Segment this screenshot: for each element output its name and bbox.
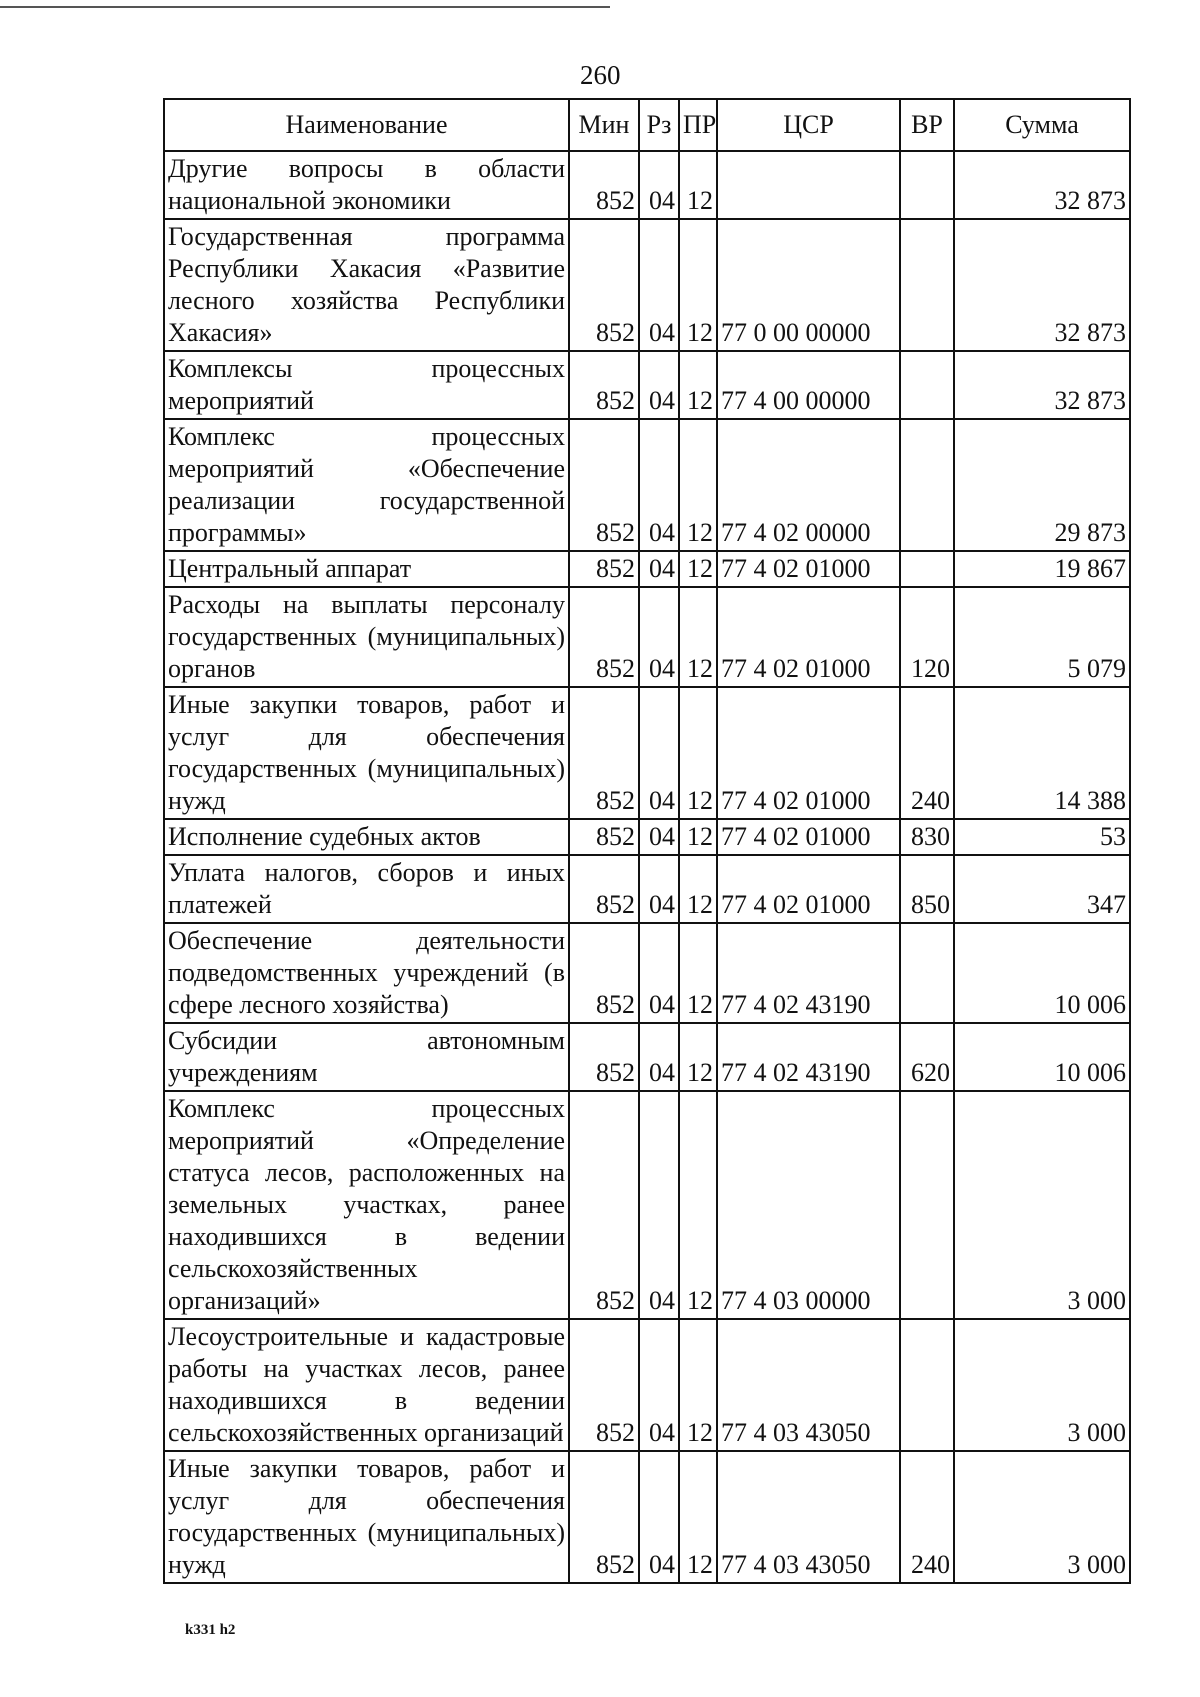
cell-csr: 77 4 03 43050 <box>717 1451 900 1583</box>
cell-csr: 77 4 00 00000 <box>717 351 900 419</box>
cell-vr <box>900 419 954 551</box>
cell-rz: 04 <box>639 923 679 1023</box>
cell-csr: 77 4 02 01000 <box>717 687 900 819</box>
cell-sum: 10 006 <box>954 923 1130 1023</box>
cell-csr: 77 4 02 01000 <box>717 855 900 923</box>
cell-rz: 04 <box>639 419 679 551</box>
cell-rz: 04 <box>639 351 679 419</box>
cell-name: Государственная программа Республики Хакасия «Развитие лесного хозяйства Республики Хакасия» <box>164 219 569 351</box>
cell-rz: 04 <box>639 1091 679 1319</box>
cell-csr: 77 4 02 00000 <box>717 419 900 551</box>
header-name: Наименование <box>164 99 569 151</box>
table-row <box>164 1091 1130 1319</box>
cell-name: Обеспечение деятельности подведомственных учреждений (в сфере лесного хозяйства) <box>164 923 569 1023</box>
table-row <box>164 819 1130 855</box>
cell-pr: 12 <box>679 219 717 351</box>
cell-sum: 29 873 <box>954 419 1130 551</box>
cell-sum: 32 873 <box>954 151 1130 219</box>
cell-name: Центральный аппарат <box>164 551 569 587</box>
cell-sum: 32 873 <box>954 351 1130 419</box>
cell-pr: 12 <box>679 1023 717 1091</box>
cell-min: 852 <box>569 1319 639 1451</box>
header-csr: ЦСР <box>717 99 900 151</box>
cell-rz: 04 <box>639 1319 679 1451</box>
cell-min: 852 <box>569 819 639 855</box>
cell-min: 852 <box>569 219 639 351</box>
table-row <box>164 855 1130 923</box>
header-vr: ВР <box>900 99 954 151</box>
cell-sum: 32 873 <box>954 219 1130 351</box>
cell-min: 852 <box>569 1091 639 1319</box>
table-row <box>164 151 1130 219</box>
cell-csr <box>717 151 900 219</box>
cell-sum: 3 000 <box>954 1451 1130 1583</box>
table-row <box>164 687 1130 819</box>
cell-name: Комплексы процессных мероприятий <box>164 351 569 419</box>
cell-csr: 77 4 03 43050 <box>717 1319 900 1451</box>
cell-min: 852 <box>569 1451 639 1583</box>
table-row <box>164 1023 1130 1091</box>
header-sum: Сумма <box>954 99 1130 151</box>
cell-sum: 3 000 <box>954 1091 1130 1319</box>
cell-min: 852 <box>569 687 639 819</box>
cell-vr <box>900 351 954 419</box>
header-pr: ПР <box>679 99 717 151</box>
cell-sum: 5 079 <box>954 587 1130 687</box>
cell-min: 852 <box>569 151 639 219</box>
table-row <box>164 419 1130 551</box>
cell-pr: 12 <box>679 1091 717 1319</box>
cell-min: 852 <box>569 923 639 1023</box>
cell-rz: 04 <box>639 1451 679 1583</box>
cell-pr: 12 <box>679 151 717 219</box>
cell-name: Исполнение судебных актов <box>164 819 569 855</box>
table-row <box>164 923 1130 1023</box>
cell-sum: 14 388 <box>954 687 1130 819</box>
cell-vr <box>900 151 954 219</box>
cell-name: Субсидии автономным учреждениям <box>164 1023 569 1091</box>
cell-name: Уплата налогов, сборов и иных платежей <box>164 855 569 923</box>
cell-pr: 12 <box>679 855 717 923</box>
cell-vr: 120 <box>900 587 954 687</box>
cell-rz: 04 <box>639 151 679 219</box>
cell-csr: 77 4 02 01000 <box>717 551 900 587</box>
cell-pr: 12 <box>679 819 717 855</box>
cell-rz: 04 <box>639 551 679 587</box>
cell-sum: 53 <box>954 819 1130 855</box>
cell-rz: 04 <box>639 587 679 687</box>
cell-rz: 04 <box>639 819 679 855</box>
cell-pr: 12 <box>679 923 717 1023</box>
cell-name: Лесоустроительные и кадастровые работы на участках лесов, ранее находившихся в ведении сельскохозяйственных организаций <box>164 1319 569 1451</box>
cell-vr <box>900 551 954 587</box>
cell-csr: 77 4 02 43190 <box>717 923 900 1023</box>
cell-min: 852 <box>569 551 639 587</box>
footer-code: k331 h2 <box>185 1622 236 1638</box>
cell-name: Комплекс процессных мероприятий «Определение статуса лесов, расположенных на земельных участках, ранее находившихся в ведении сельскохозяйственных организаций» <box>164 1091 569 1319</box>
cell-sum: 10 006 <box>954 1023 1130 1091</box>
cell-vr: 240 <box>900 687 954 819</box>
cell-vr <box>900 923 954 1023</box>
cell-min: 852 <box>569 1023 639 1091</box>
cell-sum: 3 000 <box>954 1319 1130 1451</box>
cell-vr: 850 <box>900 855 954 923</box>
cell-rz: 04 <box>639 1023 679 1091</box>
cell-pr: 12 <box>679 419 717 551</box>
cell-rz: 04 <box>639 855 679 923</box>
cell-min: 852 <box>569 587 639 687</box>
cell-pr: 12 <box>679 551 717 587</box>
cell-csr: 77 4 02 43190 <box>717 1023 900 1091</box>
table-row <box>164 1319 1130 1451</box>
cell-vr <box>900 1319 954 1451</box>
cell-name: Другие вопросы в области национальной экономики <box>164 151 569 219</box>
cell-vr <box>900 219 954 351</box>
cell-csr: 77 0 00 00000 <box>717 219 900 351</box>
cell-name: Иные закупки товаров, работ и услуг для обеспечения государственных (муниципальных) нужд <box>164 687 569 819</box>
cell-name: Комплекс процессных мероприятий «Обеспечение реализации государственной программы» <box>164 419 569 551</box>
cell-min: 852 <box>569 419 639 551</box>
table-row <box>164 587 1130 687</box>
cell-name: Расходы на выплаты персоналу государственных (муниципальных) органов <box>164 587 569 687</box>
header-rz: Рз <box>639 99 679 151</box>
table-row <box>164 551 1130 587</box>
cell-vr: 830 <box>900 819 954 855</box>
table-header-row <box>164 99 1130 151</box>
cell-rz: 04 <box>639 219 679 351</box>
cell-name: Иные закупки товаров, работ и услуг для обеспечения государственных (муниципальных) нужд <box>164 1451 569 1583</box>
cell-vr: 620 <box>900 1023 954 1091</box>
page-number: 260 <box>580 60 621 90</box>
cell-pr: 12 <box>679 587 717 687</box>
cell-csr: 77 4 03 00000 <box>717 1091 900 1319</box>
cell-pr: 12 <box>679 351 717 419</box>
cell-vr: 240 <box>900 1451 954 1583</box>
cell-min: 852 <box>569 351 639 419</box>
cell-sum: 19 867 <box>954 551 1130 587</box>
header-min: Мин <box>569 99 639 151</box>
cell-pr: 12 <box>679 1451 717 1583</box>
cell-pr: 12 <box>679 1319 717 1451</box>
table-row <box>164 1451 1130 1583</box>
table-row <box>164 219 1130 351</box>
scan-edge-line <box>0 6 610 8</box>
table-row <box>164 351 1130 419</box>
cell-min: 852 <box>569 855 639 923</box>
cell-rz: 04 <box>639 687 679 819</box>
cell-vr <box>900 1091 954 1319</box>
cell-sum: 347 <box>954 855 1130 923</box>
cell-csr: 77 4 02 01000 <box>717 819 900 855</box>
cell-csr: 77 4 02 01000 <box>717 587 900 687</box>
budget-table <box>163 98 1131 1584</box>
cell-pr: 12 <box>679 687 717 819</box>
